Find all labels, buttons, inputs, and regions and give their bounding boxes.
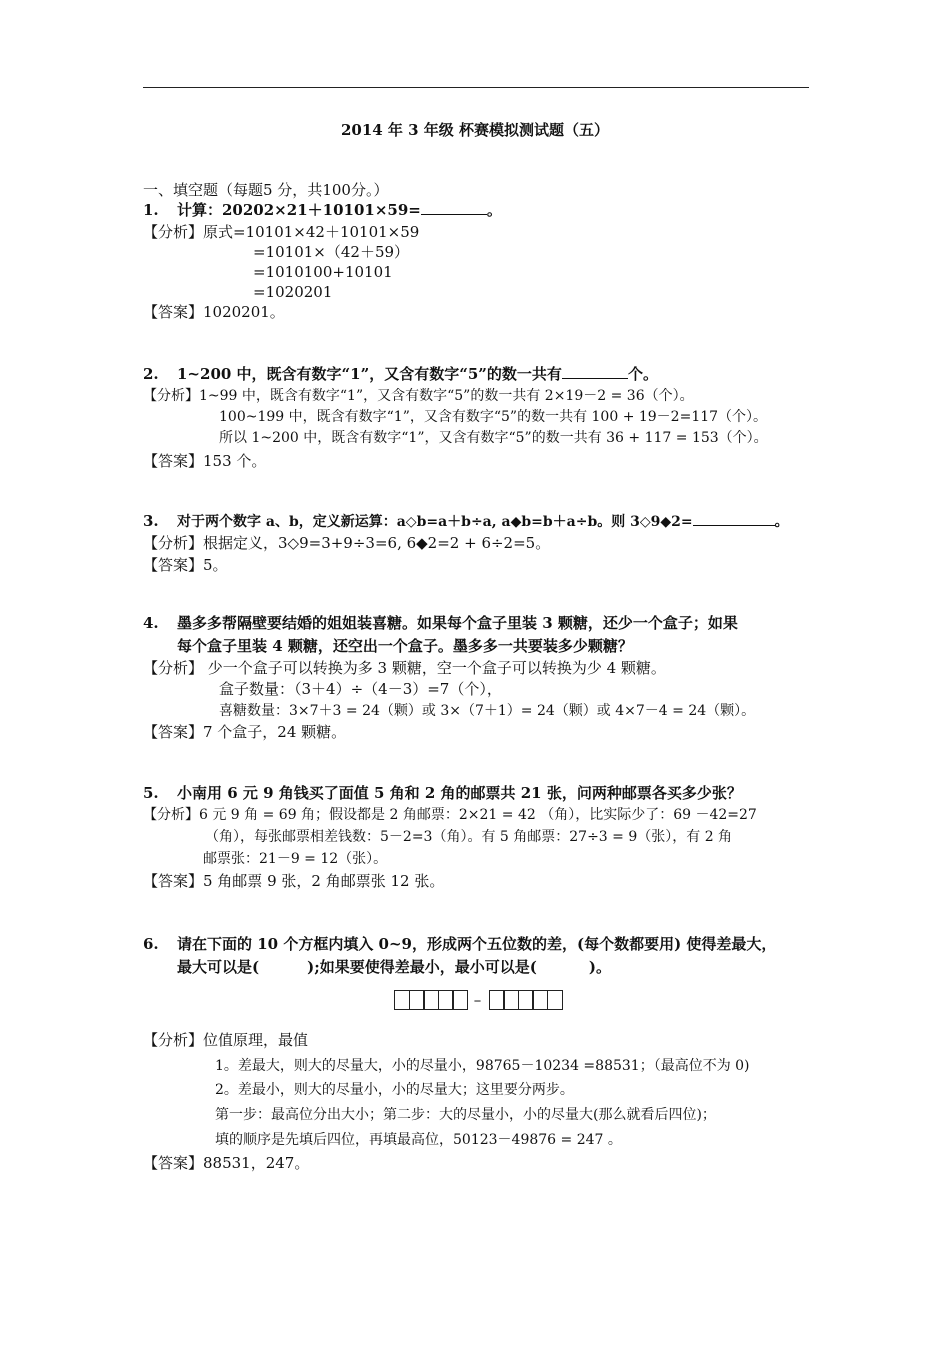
- header-rule: [143, 87, 809, 88]
- q1-number: 1.: [143, 201, 159, 219]
- q6-number: 6.: [143, 935, 159, 953]
- minus-sign: –: [473, 991, 482, 1009]
- q4-stem-line: 墨多多帮隔壁要结婚的姐姐装喜糖。如果每个盒子里装 3 颗糖，还少一个盒子；如果: [177, 614, 738, 632]
- q3-blank: [693, 511, 775, 526]
- q6-analysis: 【分析】位值原理，最值: [143, 1031, 309, 1049]
- q2-blank: [562, 364, 628, 379]
- q4-stem-line: 每个盒子里装 4 颗糖，还空出一个盒子。墨多多一共要装多少颗糖？: [177, 637, 633, 655]
- q3-analysis: 【分析】根据定义，3◇9=3+9÷3=6, 6◆2=2 + 6÷2=5。: [143, 534, 551, 552]
- q1-answer: 【答案】1020201。: [143, 303, 285, 321]
- q4-number: 4.: [143, 614, 159, 632]
- q6-stem-line: 最大可以是( );如果要使得差最小，最小可以是( )。: [177, 958, 611, 976]
- q2-number: 2.: [143, 365, 159, 383]
- q3-stem: 对于两个数字 a、b，定义新运算：a◇b=a＋b÷a, a◆b=b＋a÷b。则 3◇9◆2= 。: [177, 511, 789, 532]
- q1-analysis-line: =1020201: [253, 283, 333, 301]
- q5-analysis: 【分析】6 元 9 角 = 69 角；假设都是 2 角邮票：2×21 = 42 （角），比实际少了：69 －42=27: [143, 807, 757, 823]
- q4-analysis: 【分析】 少一个盒子可以转换为多 3 颗糖，空一个盒子可以转换为少 4 颗糖。: [143, 659, 666, 677]
- q4-analysis-line: 喜糖数量：3×7＋3 = 24（颗）或 3×（7＋1）= 24（颗）或 4×7－4 = 24（颗）。: [219, 703, 756, 719]
- q3-number: 3.: [143, 512, 159, 530]
- q4-analysis-line: 盒子数量：（3＋4）÷（4－3）=7（个），: [219, 680, 502, 698]
- q2-analysis-line: 100~199 中，既含有数字“1”，又含有数字“5”的数一共有 100 + 19－2=117（个）。: [219, 409, 768, 425]
- q2-analysis: 【分析】1~99 中，既含有数字“1”，又含有数字“5”的数一共有 2×19－2 = 36（个）。: [143, 388, 694, 404]
- q6-analysis-line: 1。差最大，则大的尽量大，小的尽量小，98765－10234 =88531；（最高位不为 0): [215, 1058, 750, 1074]
- q5-number: 5.: [143, 784, 159, 802]
- q5-analysis-line: 邮票张：21－9 = 12（张）。: [203, 851, 388, 867]
- q6-analysis-line: 2。差最小，则大的尽量小，小的尽量大；这里要分两步。: [215, 1082, 574, 1098]
- q6-stem-line: 请在下面的 10 个方框内填入 0~9，形成两个五位数的差，(每个数都要用) 使得差最大，: [177, 935, 777, 953]
- q1-analysis-line: =1010100+10101: [253, 263, 393, 281]
- q2-stem: 1~200 中，既含有数字“1”，又含有数字“5”的数一共有 个。: [177, 365, 658, 383]
- q1-analysis-line: =10101×（42＋59）: [253, 243, 410, 261]
- q6-analysis-line: 填的顺序是先填后四位，再填最高位，50123－49876 = 247 。: [215, 1132, 622, 1148]
- q1-analysis: 【分析】原式=10101×42＋10101×59: [143, 223, 420, 241]
- q1-stem: 计算：20202×21＋10101×59= 。: [177, 201, 502, 219]
- q6-answer: 【答案】88531，247。: [143, 1154, 310, 1172]
- q5-stem: 小南用 6 元 9 角钱买了面值 5 角和 2 角的邮票共 21 张，问两种邮票各买多少张？: [177, 784, 742, 802]
- q5-answer: 【答案】5 角邮票 9 张，2 角邮票张 12 张。: [143, 872, 445, 890]
- page-title: 2014 年 3 年级 杯赛模拟测试题（五）: [340, 121, 610, 139]
- q2-answer: 【答案】153 个。: [143, 452, 267, 470]
- q5-analysis-line: （角），每张邮票相差钱数：5－2=3（角）。有 5 角邮票：27÷3 = 9（张），有 2 角: [205, 829, 733, 845]
- digit-box: [547, 990, 563, 1010]
- q4-answer: 【答案】7 个盒子，24 颗糖。: [143, 723, 347, 741]
- q2-analysis-line: 所以 1~200 中，既含有数字“1”，又含有数字“5”的数一共有 36 + 117 = 153（个）。: [219, 430, 768, 446]
- digit-box: [452, 990, 468, 1010]
- section-heading: 一、填空题（每题5 分，共100分。）: [143, 181, 389, 199]
- digit-boxes: [394, 990, 561, 1010]
- q6-analysis-line: 第一步：最高位分出大小；第二步：大的尽量小，小的尽量大(那么就看后四位)；: [215, 1107, 716, 1123]
- q3-answer: 【答案】5。: [143, 556, 228, 574]
- q1-blank: [421, 200, 487, 215]
